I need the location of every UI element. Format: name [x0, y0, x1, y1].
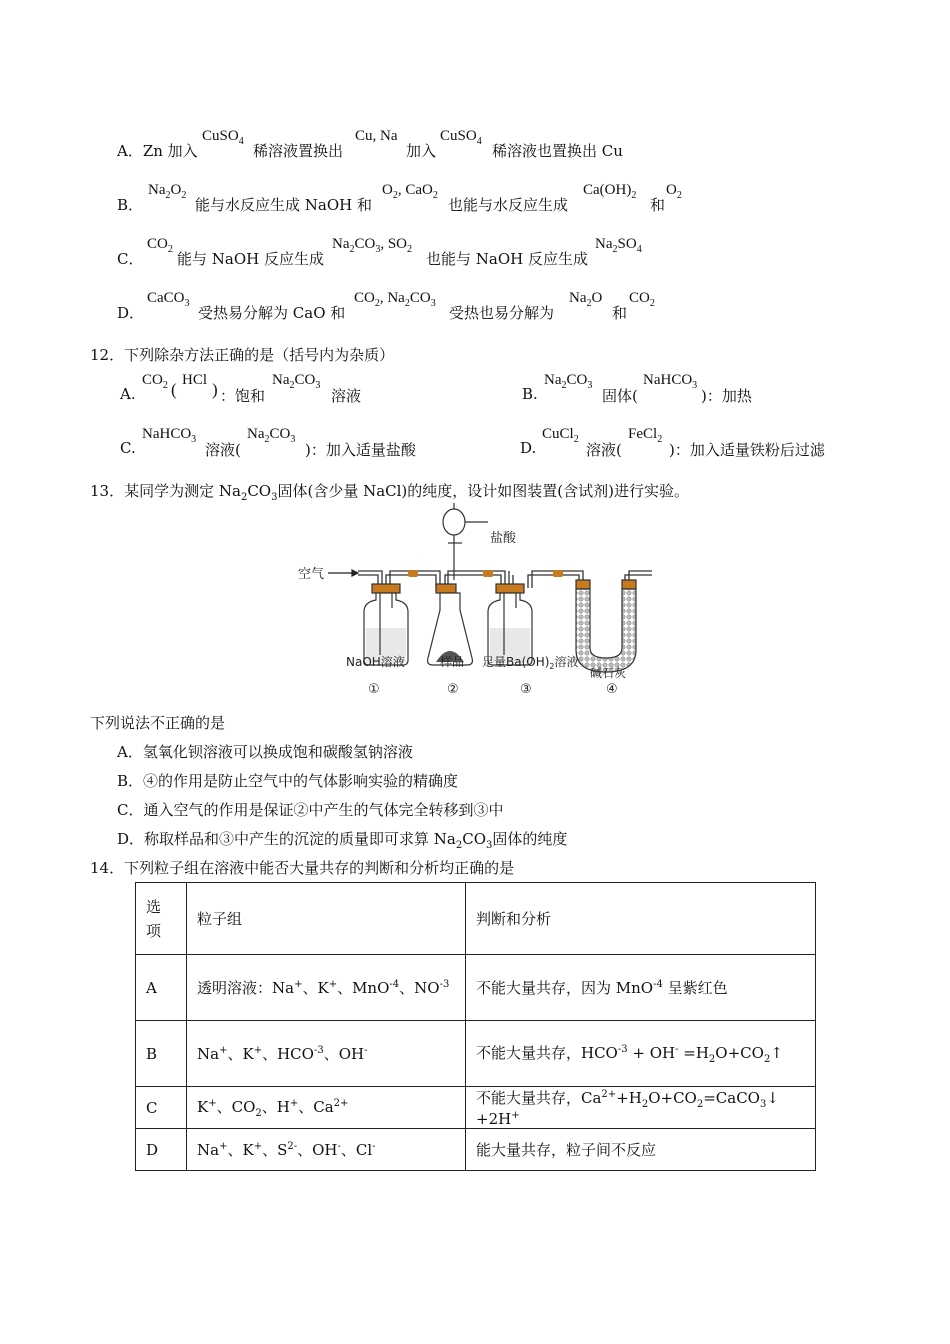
row-group: K+、$CO_2$、H+、$Ca^{2+}$	[187, 1087, 466, 1129]
label-sample: 样品	[440, 655, 465, 669]
air-label: 空气	[298, 567, 325, 582]
q13-stem: 13．某同学为测定 $Na_2CO_3$固体(含少量 NaCl)的纯度，设计如图装置(含试剂)进行实验。	[90, 482, 689, 503]
header-analysis: 判断和分析	[466, 883, 816, 955]
q14-stem: 14．下列粒子组在溶液中能否大量共存的判断和分析均正确的是	[90, 859, 515, 877]
num-2: ②	[447, 682, 459, 697]
separatory-funnel	[443, 503, 488, 580]
table-row	[136, 1021, 816, 1087]
label-baoh2: 足量$Ba(OH)_2$溶液	[482, 655, 579, 671]
row-analysis: 能大量共存，粒子间不反应	[466, 1129, 816, 1171]
row-group: Na+、K+、$HCO^{-3}$、OH-	[187, 1021, 466, 1087]
air-arrow	[328, 570, 358, 576]
header-option: 选 项	[136, 883, 187, 955]
apparatus-diagram	[290, 500, 670, 700]
num-3: ③	[520, 682, 532, 697]
q13-option-a: A．氢氧化钡溶液可以换成饱和碳酸氢钠溶液	[117, 743, 413, 761]
conical-flask	[428, 584, 473, 665]
u-tube	[576, 580, 636, 672]
row-option: A	[136, 955, 187, 1021]
row-analysis: 不能大量共存，$HCO^{-3} + OH^-$ $=H_2O+CO_2↑$	[466, 1021, 816, 1087]
q14-table	[135, 882, 816, 1171]
q13-option-d: D．称取样品和③中产生的沉淀的质量即可求算 $Na_2CO_3$固体的纯度	[117, 830, 568, 851]
wash-bottle-1	[364, 584, 408, 665]
q13-option-b: B．④的作用是防止空气中的气体影响实验的精确度	[117, 772, 459, 790]
q13-prompt: 下列说法不正确的是	[90, 714, 226, 732]
label-naoh: NaOH溶液	[346, 655, 405, 669]
row-analysis: 不能大量共存，因为 MnO$^{-4}$ 呈紫红色	[466, 955, 816, 1021]
row-group: Na+、K+、$S^{2-}$、OH-、Cl-	[187, 1129, 466, 1171]
q13-option-c: C．通入空气的作用是保证②中产生的气体完全转移到③中	[117, 801, 504, 819]
header-group: 粒子组	[187, 883, 466, 955]
table-row	[136, 955, 816, 1021]
row-group: 透明溶液：Na+、K+、MnO$^{-4}$、$NO^{-3}$	[187, 955, 466, 1021]
acid-label: 盐酸	[490, 531, 517, 546]
label-sodalime: 碱石灰	[590, 666, 627, 680]
row-option: C	[136, 1087, 187, 1129]
row-analysis: 不能大量共存，$Ca^{2+}+H_2O+CO_2=CaCO_3↓ +2H^+$	[466, 1087, 816, 1129]
table-row	[136, 1129, 816, 1171]
num-1: ①	[368, 682, 380, 697]
row-option: B	[136, 1021, 187, 1087]
table-row	[136, 1087, 816, 1129]
q12-stem: 12．下列除杂方法正确的是（括号内为杂质）	[90, 346, 395, 364]
table-header-row	[136, 883, 816, 955]
wash-bottle-3	[488, 584, 532, 665]
num-4: ④	[606, 682, 618, 697]
row-option: D	[136, 1129, 187, 1171]
